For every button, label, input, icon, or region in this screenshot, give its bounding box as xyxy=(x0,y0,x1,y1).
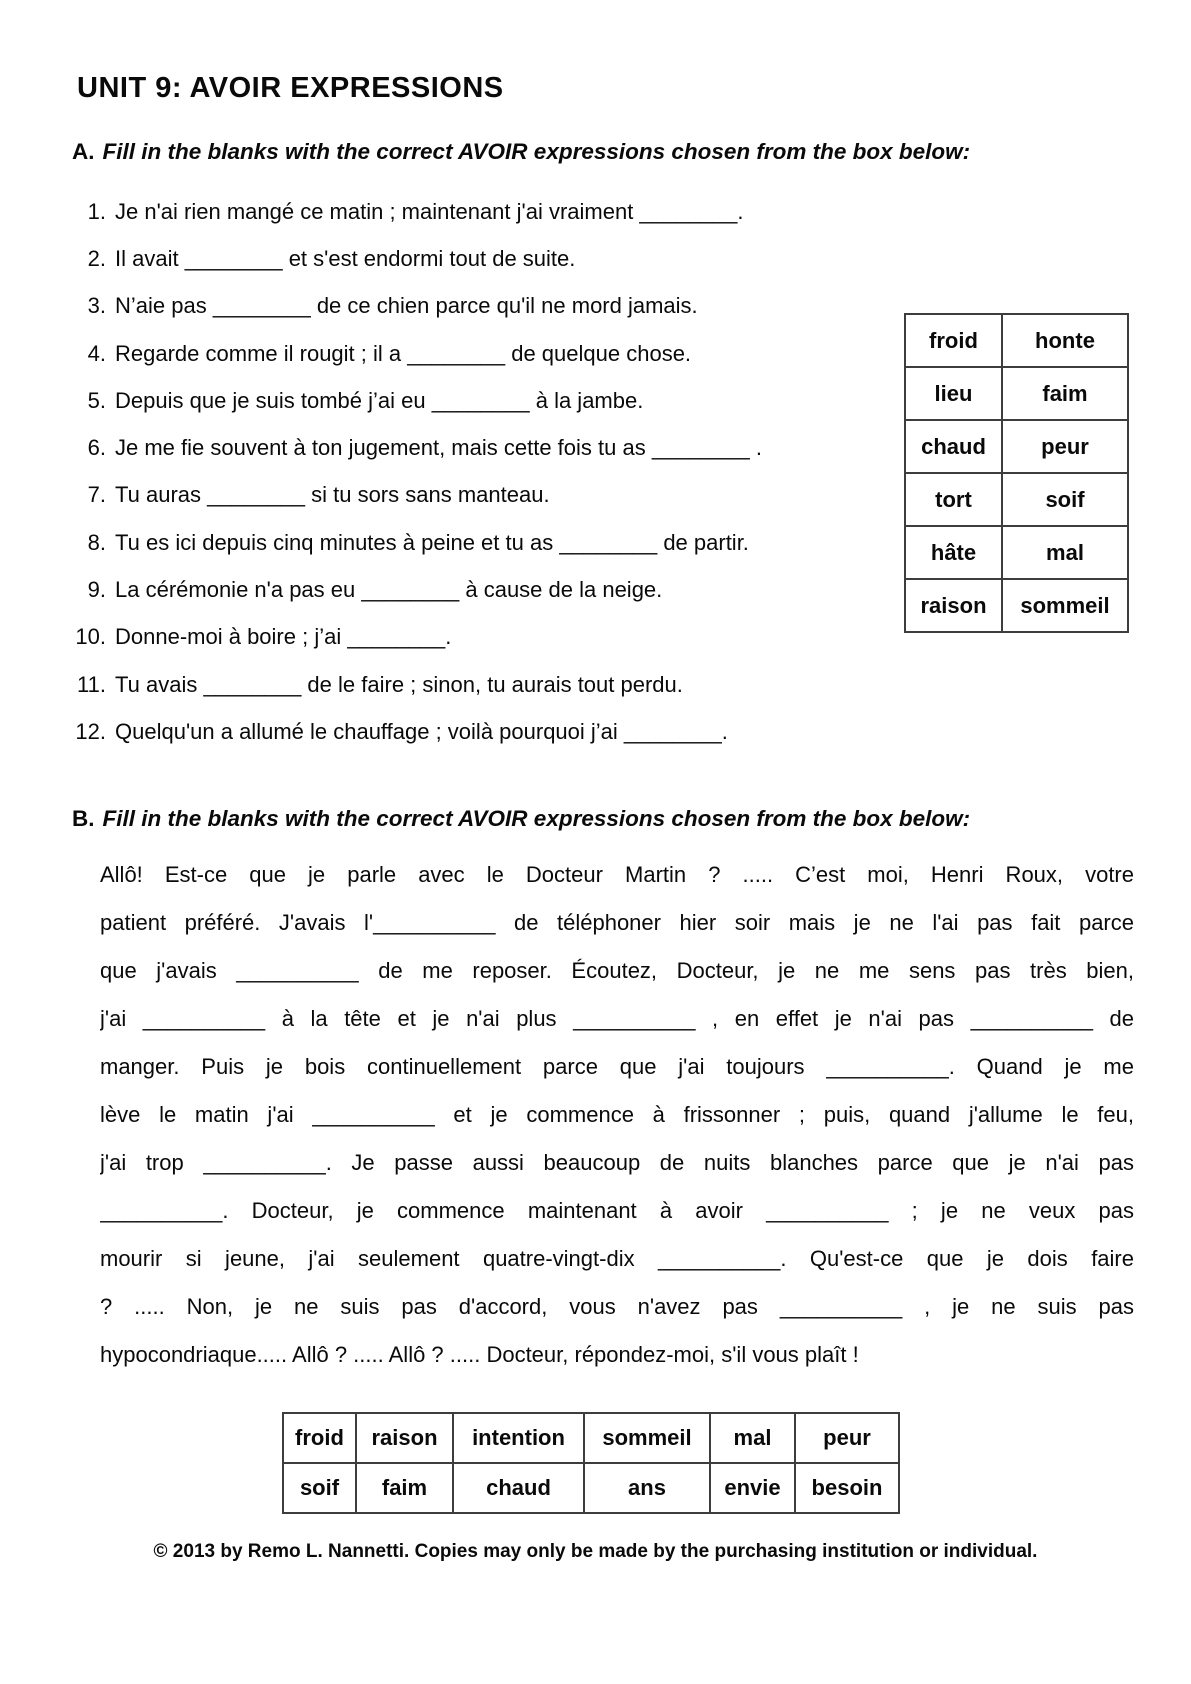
story-line: lève le matin j'ai __________ et je commence à frissonner ; puis, quand j'allume le feu, xyxy=(100,1102,1134,1127)
word-box-a xyxy=(904,313,1129,633)
copyright-note: © 2013 by Remo L. Nannetti. Copies may only be made by the purchasing institution or individual. xyxy=(153,1541,1038,1562)
word-box-cell: chaud xyxy=(905,420,1002,473)
item-text: Tu es ici depuis cinq minutes à peine et tu as ________ de partir. xyxy=(115,529,749,555)
word-box-row xyxy=(283,1463,899,1513)
word-box-row xyxy=(905,420,1128,473)
word-box-cell: mal xyxy=(710,1413,795,1463)
item-number: 3. xyxy=(87,293,106,319)
exercise-item-3 xyxy=(70,283,900,330)
word-box-row xyxy=(905,367,1128,420)
story-line: j'ai trop __________. Je passe aussi beaucoup de nuits blanches parce que je n'ai pas xyxy=(100,1150,1134,1175)
word-box-cell: raison xyxy=(356,1413,453,1463)
word-box-row xyxy=(905,579,1128,632)
item-text: Il avait ________ et s'est endormi tout de suite. xyxy=(115,245,576,271)
section-b-story xyxy=(100,851,1134,1379)
word-box-cell: honte xyxy=(1002,314,1128,367)
item-text: Regarde comme il rougit ; il a ________ de quelque chose. xyxy=(115,340,692,366)
word-box-cell: faim xyxy=(356,1463,453,1513)
word-box-cell: peur xyxy=(795,1413,899,1463)
word-box-cell: faim xyxy=(1002,367,1128,420)
word-box-row xyxy=(905,473,1128,526)
word-box-cell: sommeil xyxy=(1002,579,1128,632)
item-text: Je n'ai rien mangé ce matin ; maintenant j'ai vraiment ________. xyxy=(115,198,744,224)
story-line: patient préféré. J'avais l'__________ de téléphoner hier soir mais je ne l'ai pas fait parce xyxy=(100,910,1134,935)
item-number: 10. xyxy=(75,624,106,650)
word-box-cell: froid xyxy=(905,314,1002,367)
word-box-b xyxy=(282,1412,900,1514)
exercise-item-6 xyxy=(70,424,900,471)
word-box-cell: peur xyxy=(1002,420,1128,473)
word-box-row xyxy=(905,314,1128,367)
word-box-cell: tort xyxy=(905,473,1002,526)
item-number: 11. xyxy=(77,671,106,697)
section-a-instruction: Fill in the blanks with the correct AVOIR expressions chosen from the box below: xyxy=(102,139,971,164)
word-box-cell: chaud xyxy=(453,1463,584,1513)
section-a-exercise-list xyxy=(70,188,900,756)
item-number: 7. xyxy=(87,482,106,508)
exercise-item-8 xyxy=(70,519,900,566)
item-number: 8. xyxy=(87,529,106,555)
item-number: 2. xyxy=(87,245,106,271)
section-b-label: B. xyxy=(72,806,95,831)
exercise-item-5 xyxy=(70,377,900,424)
word-box-cell: envie xyxy=(710,1463,795,1513)
item-text: Tu avais ________ de le faire ; sinon, tu aurais tout perdu. xyxy=(115,671,683,697)
item-number: 12. xyxy=(75,718,106,744)
page-title: UNIT 9: AVOIR EXPRESSIONS xyxy=(77,72,504,104)
word-box-cell: raison xyxy=(905,579,1002,632)
exercise-item-1 xyxy=(70,188,900,235)
item-text: Tu auras ________ si tu sors sans manteau. xyxy=(115,482,550,508)
word-box-cell: mal xyxy=(1002,526,1128,579)
story-line: que j'avais __________ de me reposer. Écoutez, Docteur, je ne me sens pas très bien, xyxy=(100,958,1134,983)
word-box-cell: lieu xyxy=(905,367,1002,420)
section-a-label: A. xyxy=(72,139,95,164)
item-text: La cérémonie n'a pas eu ________ à cause de la neige. xyxy=(115,577,663,603)
story-line: __________. Docteur, je commence maintenant à avoir __________ ; je ne veux pas xyxy=(100,1198,1134,1223)
exercise-item-2 xyxy=(70,235,900,282)
exercise-item-12 xyxy=(70,708,900,755)
section-b-instruction: Fill in the blanks with the correct AVOIR expressions chosen from the box below: xyxy=(102,806,971,831)
item-text: Je me fie souvent à ton jugement, mais cette fois tu as ________ . xyxy=(115,435,762,461)
exercise-item-4 xyxy=(70,330,900,377)
item-number: 9. xyxy=(87,577,106,603)
exercise-item-9 xyxy=(70,566,900,613)
item-number: 6. xyxy=(87,435,106,461)
story-line: mourir si jeune, j'ai seulement quatre-vingt-dix __________. Qu'est-ce que je dois faire xyxy=(100,1246,1134,1271)
item-number: 1. xyxy=(87,198,106,224)
story-line: ? ..... Non, je ne suis pas d'accord, vous n'avez pas __________ , je ne suis pas xyxy=(100,1294,1134,1319)
story-line: Allô! Est-ce que je parle avec le Docteur Martin ? ..... C’est moi, Henri Roux, votre xyxy=(100,862,1134,887)
story-line: j'ai __________ à la tête et je n'ai plus __________ , en effet je n'ai pas __________ de xyxy=(100,1006,1134,1031)
word-box-row xyxy=(283,1413,899,1463)
story-line: manger. Puis je bois continuellement parce que j'ai toujours __________. Quand je me xyxy=(100,1054,1134,1079)
exercise-item-7 xyxy=(70,472,900,519)
word-box-cell: sommeil xyxy=(584,1413,710,1463)
item-number: 4. xyxy=(87,340,106,366)
exercise-item-10 xyxy=(70,614,900,661)
word-box-cell: intention xyxy=(453,1413,584,1463)
word-box-cell: soif xyxy=(283,1463,356,1513)
item-text: Quelqu'un a allumé le chauffage ; voilà pourquoi j’ai ________. xyxy=(115,718,728,744)
word-box-cell: froid xyxy=(283,1413,356,1463)
item-text: N’aie pas ________ de ce chien parce qu'il ne mord jamais. xyxy=(115,293,698,319)
exercise-item-11 xyxy=(70,661,900,708)
item-number: 5. xyxy=(87,387,106,413)
story-line: hypocondriaque..... Allô ? ..... Allô ? ..... Docteur, répondez-moi, s'il vous plaît ! xyxy=(100,1342,859,1367)
item-text: Depuis que je suis tombé j’ai eu ________ à la jambe. xyxy=(115,387,644,413)
word-box-cell: besoin xyxy=(795,1463,899,1513)
section-a-heading xyxy=(72,139,970,165)
word-box-cell: ans xyxy=(584,1463,710,1513)
word-box-cell: soif xyxy=(1002,473,1128,526)
word-box-row xyxy=(905,526,1128,579)
section-b-heading xyxy=(72,806,970,832)
item-text: Donne-moi à boire ; j’ai ________. xyxy=(115,624,452,650)
word-box-cell: hâte xyxy=(905,526,1002,579)
